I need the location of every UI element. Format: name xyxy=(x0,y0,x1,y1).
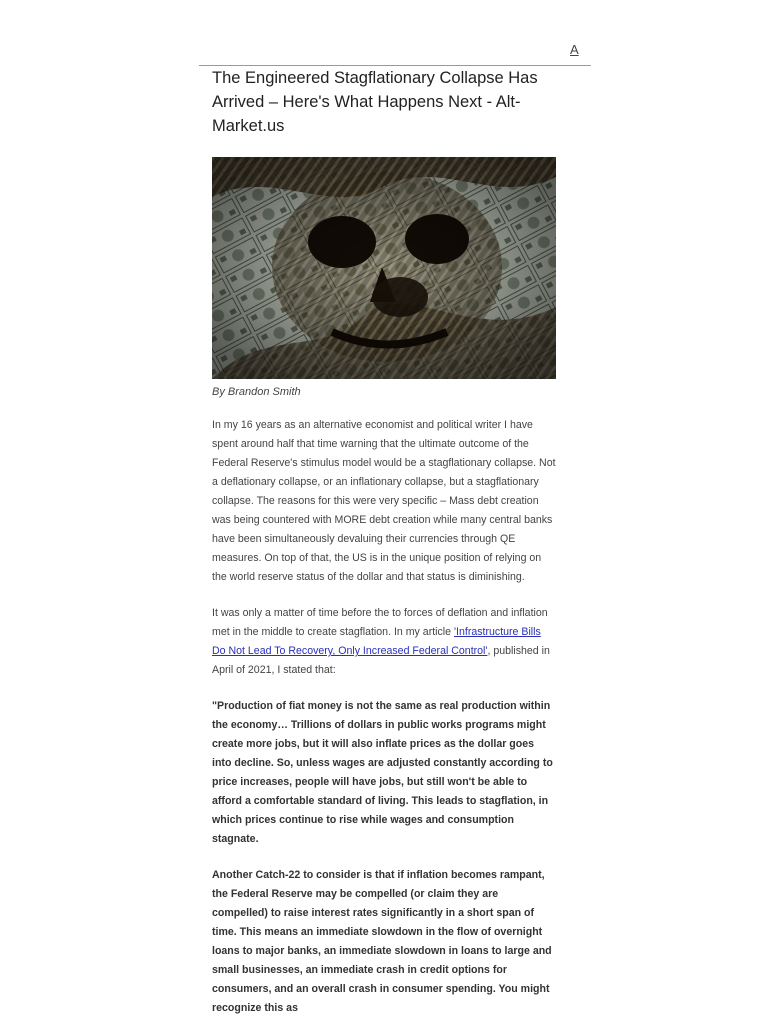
article-link[interactable]: 'Infrastructure Bills Do Not Lead To Recovery, Only Increased Federal Control' xyxy=(212,626,541,657)
article-quote: Another Catch-22 to consider is that if inflation becomes rampant, the Federal Reserve may be compelled (or claim they are compelled) to raise interest rates significantly in a short span of time. This means an immediate slowdown in the flow of overnight loans to major banks, an immediate slowdown in loans to large and small businesses, an immediate crash in credit options for consumers, and an overall crash in consumer spending. You might recognize this as xyxy=(212,869,552,1014)
article-quote: "Production of fiat money is not the same as real production within the economy… Trillions of dollars in public works programs might create more jobs, but it will also inflate prices as the dollar goes into decline. So, unless wages are adjusted constantly according to price increases, people will have jobs, but still won't be able to afford a comfortable standard of living. This leads to stagflation, in which prices continue to rise while wages and consumption stagnate. xyxy=(212,700,553,845)
article-hero-image xyxy=(212,157,556,379)
paragraph-text: , published in April of 2021, I stated that: xyxy=(212,645,550,676)
article-byline: By Brandon Smith xyxy=(212,386,301,398)
article-title: The Engineered Stagflationary Collapse Has Arrived – Here's What Happens Next - Alt-Market.us xyxy=(212,69,538,135)
article-paragraph: In my 16 years as an alternative economist and political writer I have spent around half that time warning that the ultimate outcome of the Federal Reserve's stimulus model would be a stagflationary collapse. Not a deflationary collapse, or an inflationary collapse, but a stagflationary collapse. The reasons for this were very specific – Mass debt creation was being countered with MORE debt creation while many central banks have been simultaneously devaluing their currencies through QE measures. On top of that, the US is in the unique position of relying on the world reserve status of the dollar and that status is diminishing. xyxy=(212,419,556,583)
font-settings-button[interactable]: A xyxy=(570,42,579,57)
paragraph-text: It was only a matter of time before the to forces of deflation and inflation met in the middle to create stagflation. In my article xyxy=(212,607,548,638)
article-paragraph xyxy=(212,604,556,680)
article xyxy=(212,66,556,1018)
